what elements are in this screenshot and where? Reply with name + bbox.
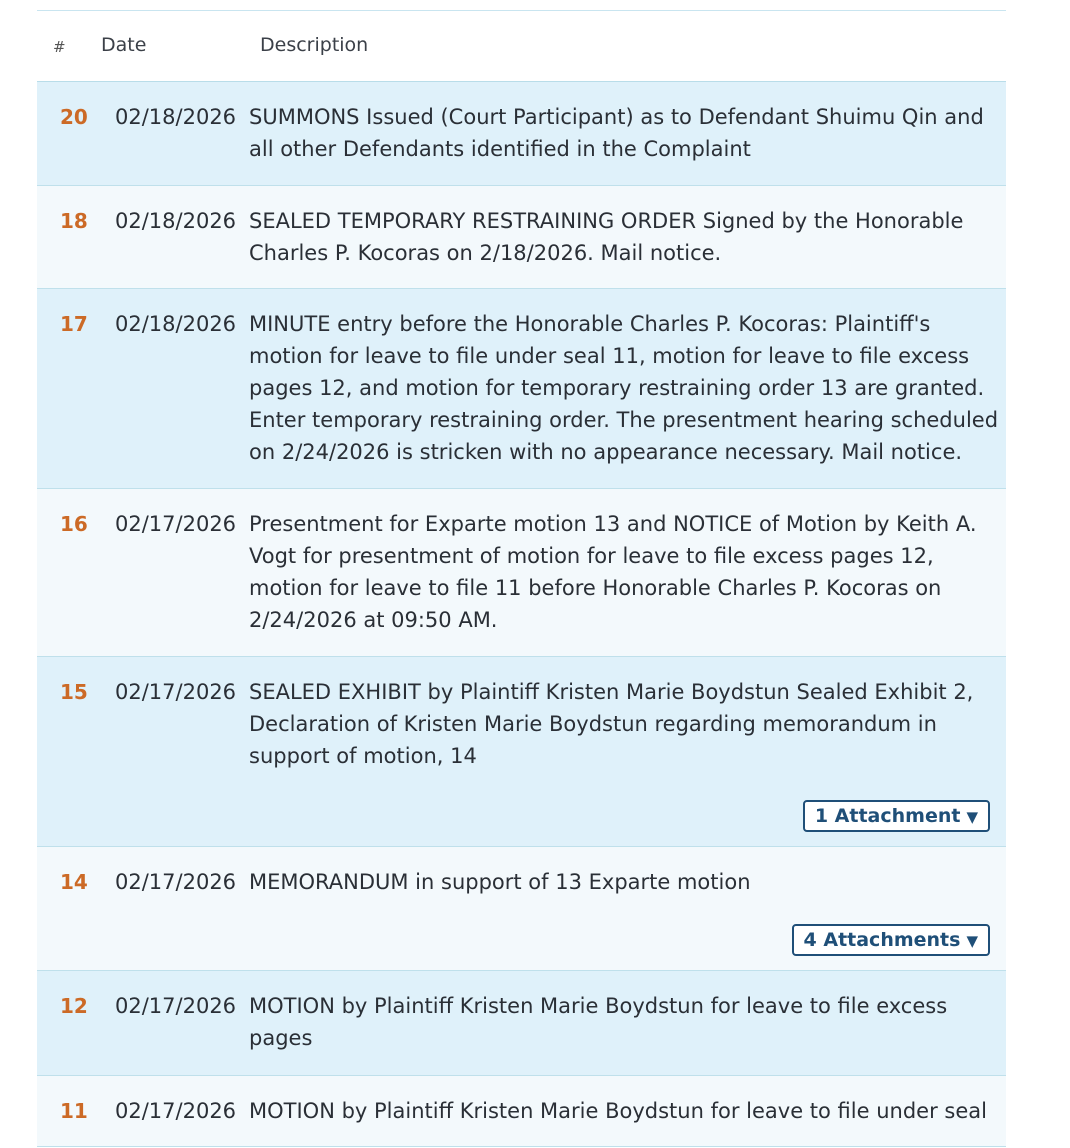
entry-description: MEMORANDUM in support of 13 Exparte motion [249, 870, 751, 894]
caret-down-icon: ▼ [966, 932, 978, 950]
entry-description: MINUTE entry before the Honorable Charles P. Kocoras: Plaintiff's motion for leave to file under seal 11, motion for leave to file excess pages 12, and motion for temporary restraining order 13 are granted. Enter temporary restraining order. The presentment hearing scheduled on 2/24/2026 is stricken with no appearance necessary. Mail notice. [249, 312, 999, 464]
entry-date: 02/17/2026 [115, 1099, 237, 1123]
docket-table [37, 10, 1006, 1147]
attachments-dropdown-button[interactable] [792, 924, 990, 956]
entry-date: 02/18/2026 [115, 312, 237, 336]
header-description: Description [260, 34, 369, 56]
entry-date: 02/17/2026 [115, 680, 237, 704]
table-row [37, 847, 1006, 971]
table-row [37, 289, 1006, 489]
entry-description: Presentment for Exparte motion 13 and NOTICE of Motion by Keith A. Vogt for presentment of motion for leave to file excess pages 12, motion for leave to file 11 before Honorable Charles P. Kocoras on 2/24/2026 at 09:50 AM. [249, 512, 977, 632]
caret-down-icon: ▼ [966, 808, 978, 826]
attachments-dropdown-button[interactable] [803, 800, 990, 832]
entry-number[interactable]: 17 [60, 312, 88, 336]
entry-number[interactable]: 15 [60, 680, 88, 704]
attachments-label: 4 Attachments [803, 929, 961, 951]
entry-description: SEALED EXHIBIT by Plaintiff Kristen Marie Boydstun Sealed Exhibit 2, Declaration of Kristen Marie Boydstun regarding memorandum in support of motion, 14 [249, 680, 974, 768]
table-row [37, 971, 1006, 1076]
header-number: # [53, 38, 66, 56]
entry-date: 02/18/2026 [115, 105, 237, 129]
entry-description: SEALED TEMPORARY RESTRAINING ORDER Signed by the Honorable Charles P. Kocoras on 2/18/2026. Mail notice. [249, 209, 964, 265]
entry-number[interactable]: 11 [60, 1099, 88, 1123]
header-date: Date [101, 34, 147, 56]
entry-date: 02/17/2026 [115, 994, 237, 1018]
entry-number[interactable]: 20 [60, 105, 88, 129]
entry-date: 02/17/2026 [115, 870, 237, 894]
attachments-label: 1 Attachment [814, 805, 961, 827]
entry-number[interactable]: 12 [60, 994, 88, 1018]
entry-description: MOTION by Plaintiff Kristen Marie Boydstun for leave to file under seal [249, 1099, 987, 1123]
table-row [37, 489, 1006, 657]
table-row [37, 82, 1006, 186]
entry-date: 02/18/2026 [115, 209, 237, 233]
table-row [37, 657, 1006, 847]
table-header [37, 11, 1006, 82]
entry-number[interactable]: 16 [60, 512, 88, 536]
table-row [37, 186, 1006, 289]
table-row [37, 1076, 1006, 1147]
entry-date: 02/17/2026 [115, 512, 237, 536]
entry-number[interactable]: 14 [60, 870, 88, 894]
entry-description: SUMMONS Issued (Court Participant) as to Defendant Shuimu Qin and all other Defendants identified in the Complaint [249, 105, 984, 161]
entry-description: MOTION by Plaintiff Kristen Marie Boydstun for leave to file excess pages [249, 994, 948, 1050]
entry-number[interactable]: 18 [60, 209, 88, 233]
